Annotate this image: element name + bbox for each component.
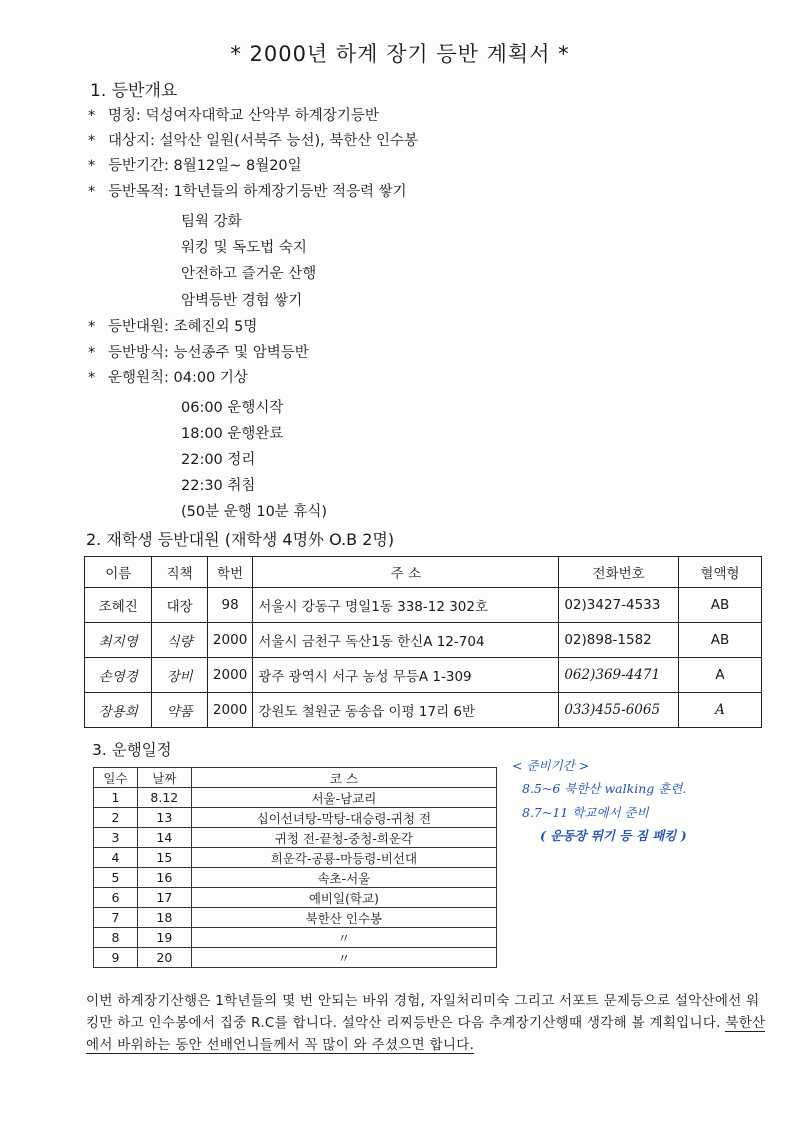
overview-item-purpose: * 등반목적: 1학년들의 하계장기등반 적응력 쌓기	[88, 184, 407, 200]
prep-note-line: ( 운동장 뛰기 등 짐 패킹 )	[540, 828, 687, 843]
closing-text: 이번 하계장기산행은 1학년들의 몇 번 안되는 바위 경험, 자일처리미숙 그리고 서포트 문제등으로 설악산에선 워킹만 하고 인수봉에서 집중 R.C를 합니다. 설악산 리찌등반은 다음 추계장기산행때 생각해 볼 계획입니다.	[86, 993, 760, 1031]
bullet-star-icon: *	[88, 345, 96, 361]
schedule-date: 17	[137, 888, 191, 908]
overview-item-name: * 명칭: 덕성여자대학교 산악부 하계장기등반	[88, 108, 379, 124]
schedule-date: 19	[137, 928, 191, 948]
member-blood: A	[678, 658, 761, 693]
overview-item-members: * 등반대원: 조혜진외 5명	[88, 319, 258, 335]
column-header: 날짜	[137, 768, 191, 788]
member-blood: AB	[678, 623, 761, 658]
schedule-date: 16	[137, 868, 191, 888]
schedule-day: 6	[94, 888, 138, 908]
table-row	[94, 868, 497, 888]
purpose-line: 워킹 및 독도법 숙지	[181, 240, 307, 256]
overview-item-method: * 등반방식: 능선종주 및 암벽등반	[88, 345, 309, 361]
column-header: 이름	[85, 557, 152, 588]
schedule-day: 5	[94, 868, 138, 888]
table-row	[85, 693, 762, 728]
table-header-row	[94, 768, 497, 788]
schedule-day: 9	[94, 948, 138, 968]
overview-item-destination: * 대상지: 설악산 일원(서북주 능선), 북한산 인수봉	[88, 133, 418, 149]
section-3-heading: 3. 운행일정	[92, 741, 172, 759]
member-phone: 02)3427-4533	[559, 588, 679, 623]
schedule-course: 서울-남교리	[191, 788, 496, 808]
member-phone: 02)898-1582	[559, 623, 679, 658]
table-row	[94, 848, 497, 868]
member-name: 최지영	[85, 623, 152, 658]
member-blood: AB	[678, 588, 761, 623]
member-role: 식량	[152, 623, 207, 658]
overview-item-schedule: * 운행원칙: 04:00 기상	[88, 370, 248, 386]
schedule-course: 북한산 인수봉	[191, 908, 496, 928]
schedule-day: 3	[94, 828, 138, 848]
schedule-course: 속초-서울	[191, 868, 496, 888]
table-row	[94, 948, 497, 968]
schedule-day: 4	[94, 848, 138, 868]
table-row	[94, 928, 497, 948]
column-header: 학번	[207, 557, 252, 588]
schedule-course: 〃	[191, 928, 496, 948]
member-name: 손영경	[85, 658, 152, 693]
member-role: 약품	[152, 693, 207, 728]
schedule-date: 20	[137, 948, 191, 968]
column-header: 코 스	[191, 768, 496, 788]
table-row	[85, 588, 762, 623]
bullet-star-icon: *	[88, 184, 96, 200]
member-year: 2000	[207, 623, 252, 658]
schedule-day: 7	[94, 908, 138, 928]
prep-note-line: 8.7~11 학교에서 준비	[522, 805, 649, 820]
schedule-course: 〃	[191, 948, 496, 968]
overview-item-period: * 등반기간: 8월12일~ 8월20일	[88, 158, 302, 174]
schedule-course: 십이선녀탕-막탕-대승령-귀청 전	[191, 808, 496, 828]
member-address: 강원도 철원군 동송읍 이평 17리 6반	[253, 693, 559, 728]
member-address: 서울시 강동구 명일1동 338-12 302호	[253, 588, 559, 623]
member-address: 광주 광역시 서구 농성 무등A 1-309	[253, 658, 559, 693]
purpose-line: 안전하고 즐거운 산행	[181, 266, 317, 282]
member-phone: 033)455-6065	[559, 693, 679, 728]
page-title: * 2000년 하계 장기 등반 계획서 *	[230, 42, 570, 66]
member-blood: A	[678, 693, 761, 728]
prep-note-line: 8.5~6 북한산 walking 훈련.	[522, 781, 687, 796]
schedule-course: 예비일(학교)	[191, 888, 496, 908]
table-row	[94, 908, 497, 928]
column-header: 혈액형	[678, 557, 761, 588]
schedule-date: 13	[137, 808, 191, 828]
column-header: 전화번호	[559, 557, 679, 588]
members-table	[84, 556, 762, 728]
schedule-day: 1	[94, 788, 138, 808]
table-row	[94, 788, 497, 808]
table-row	[85, 658, 762, 693]
bullet-star-icon: *	[88, 319, 96, 335]
schedule-date: 15	[137, 848, 191, 868]
member-phone: 062)369-4471	[559, 658, 679, 693]
schedule-line: 18:00 운행완료	[181, 426, 284, 442]
member-address: 서울시 금천구 독산1동 한신A 12-704	[253, 623, 559, 658]
schedule-line: 22:30 취침	[181, 478, 256, 494]
schedule-day: 2	[94, 808, 138, 828]
schedule-course: 귀청 전-끝청-중청-희운각	[191, 828, 496, 848]
table-row	[94, 828, 497, 848]
schedule-line: 06:00 운행시작	[181, 400, 284, 416]
member-role: 장비	[152, 658, 207, 693]
table-row	[94, 808, 497, 828]
schedule-line: 22:00 정리	[181, 452, 256, 468]
bullet-star-icon: *	[88, 370, 96, 386]
column-header: 직책	[152, 557, 207, 588]
closing-paragraph	[86, 990, 766, 1056]
column-header: 일수	[94, 768, 138, 788]
section-1-heading: 1. 등반개요	[90, 81, 178, 101]
bullet-star-icon: *	[88, 158, 96, 174]
table-row	[85, 623, 762, 658]
purpose-line: 암벽등반 경험 쌓기	[181, 293, 303, 309]
table-header-row	[85, 557, 762, 588]
schedule-date: 18	[137, 908, 191, 928]
section-2-heading: 2. 재학생 등반대원 (재학생 4명外 O.B 2명)	[86, 530, 395, 549]
member-role: 대장	[152, 588, 207, 623]
bullet-star-icon: *	[88, 133, 96, 149]
schedule-date: 14	[137, 828, 191, 848]
bullet-star-icon: *	[88, 108, 96, 124]
schedule-course: 희운각-공룡-마등령-비선대	[191, 848, 496, 868]
schedule-table	[93, 767, 497, 968]
member-name: 조혜진	[85, 588, 152, 623]
schedule-day: 8	[94, 928, 138, 948]
column-header: 주 소	[253, 557, 559, 588]
prep-note-title: < 준비기간 >	[512, 758, 590, 773]
member-year: 98	[207, 588, 252, 623]
member-year: 2000	[207, 693, 252, 728]
purpose-line: 팀웍 강화	[181, 214, 242, 230]
member-name: 장용희	[85, 693, 152, 728]
schedule-date: 8.12	[137, 788, 191, 808]
closing-text-underlined: 북한산에서 바위하는 동안 선배언니들께서 꼭 많이 와 주셨으면 합니다.	[86, 1015, 766, 1053]
member-year: 2000	[207, 658, 252, 693]
schedule-line: (50분 운행 10분 휴식)	[181, 504, 328, 520]
table-row	[94, 888, 497, 908]
